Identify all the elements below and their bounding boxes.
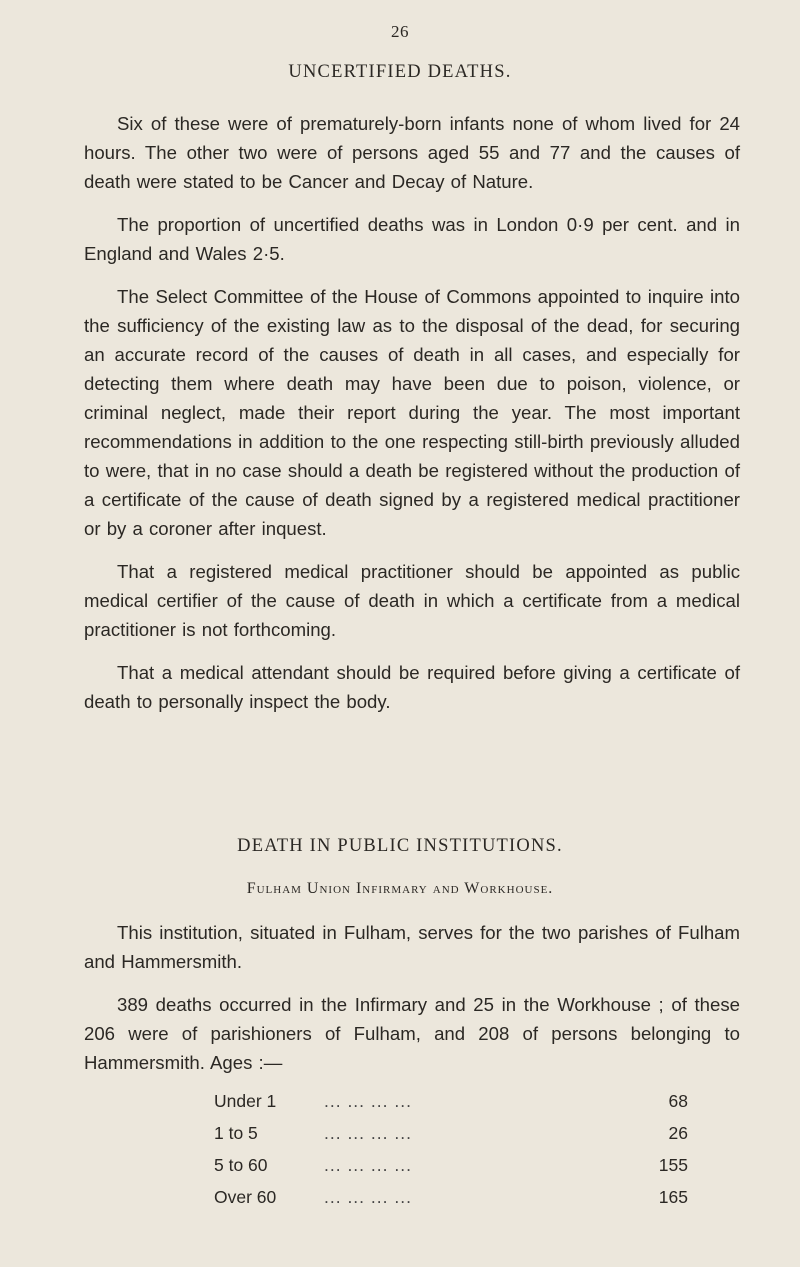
paragraph: The Select Committee of the House of Commons appointed to inquire into the sufficiency of the existing law as to the disposal of the dead, for securing an accurate record of the causes of death in all cases, and especially for detecting them where death may have been due to poison, violence, or criminal neglect, made their report during the year. The most important recommendations in addition to the one respecting still-birth previously alluded to were, that in no case should a death be registered without the production of a certificate of the cause of death signed by a registered medical practitioner or by a coroner after inquest. (84, 286, 740, 539)
age-count: 155 (658, 1154, 688, 1175)
ages-table (214, 1085, 694, 1213)
paragraph: That a medical attendant should be required before giving a certificate of death to personally inspect the body. (84, 662, 740, 712)
leader-dots: ... ... ... ... (324, 1122, 412, 1143)
age-label: 5 to 60 (214, 1154, 268, 1175)
paragraph: This institution, situated in Fulham, serves for the two parishes of Fulham and Hammersmith. (84, 922, 740, 972)
leader-dots: ... ... ... ... (324, 1090, 412, 1111)
table-row (214, 1117, 694, 1149)
age-label: 1 to 5 (214, 1122, 258, 1143)
paragraph: That a registered medical practitioner should be appointed as public medical certifier of the cause of death in which a certificate from a medical practitioner is not forthcoming. (84, 561, 740, 640)
leader-dots: ... ... ... ... (324, 1154, 412, 1175)
age-count: 68 (668, 1090, 688, 1111)
paragraph: 389 deaths occurred in the Infirmary and 25 in the Workhouse ; of these 206 were of parishioners of Fulham, and 208 of persons belonging to Hammersmith. Ages :— (84, 994, 740, 1073)
age-count: 26 (668, 1122, 688, 1143)
age-label: Over 60 (214, 1186, 277, 1207)
table-row (214, 1149, 694, 1181)
age-label: Under 1 (214, 1090, 277, 1111)
section-title-death-in-public-institutions: DEATH IN PUBLIC INSTITUTIONS. (237, 836, 563, 856)
section-subtitle: Fulham Union Infirmary and Workhouse. (246, 880, 554, 897)
leader-dots: ... ... ... ... (324, 1186, 412, 1207)
age-count: 165 (658, 1186, 688, 1207)
section-body-uncertified-deaths (84, 109, 740, 730)
table-row (214, 1181, 694, 1213)
section-body-public-institutions (84, 918, 740, 1091)
paragraph: Six of these were of prematurely-born infants none of whom lived for 24 hours. The other two were of persons aged 55 and 77 and the causes of death were stated to be Cancer and Decay of Nature. (84, 113, 740, 192)
table-row (214, 1085, 694, 1117)
paragraph: The proportion of uncertified deaths was in London 0·9 per cent. and in England and Wales 2·5. (84, 214, 740, 264)
page-number: 26 (391, 22, 409, 41)
section-title-uncertified-deaths: UNCERTIFIED DEATHS. (288, 62, 512, 82)
